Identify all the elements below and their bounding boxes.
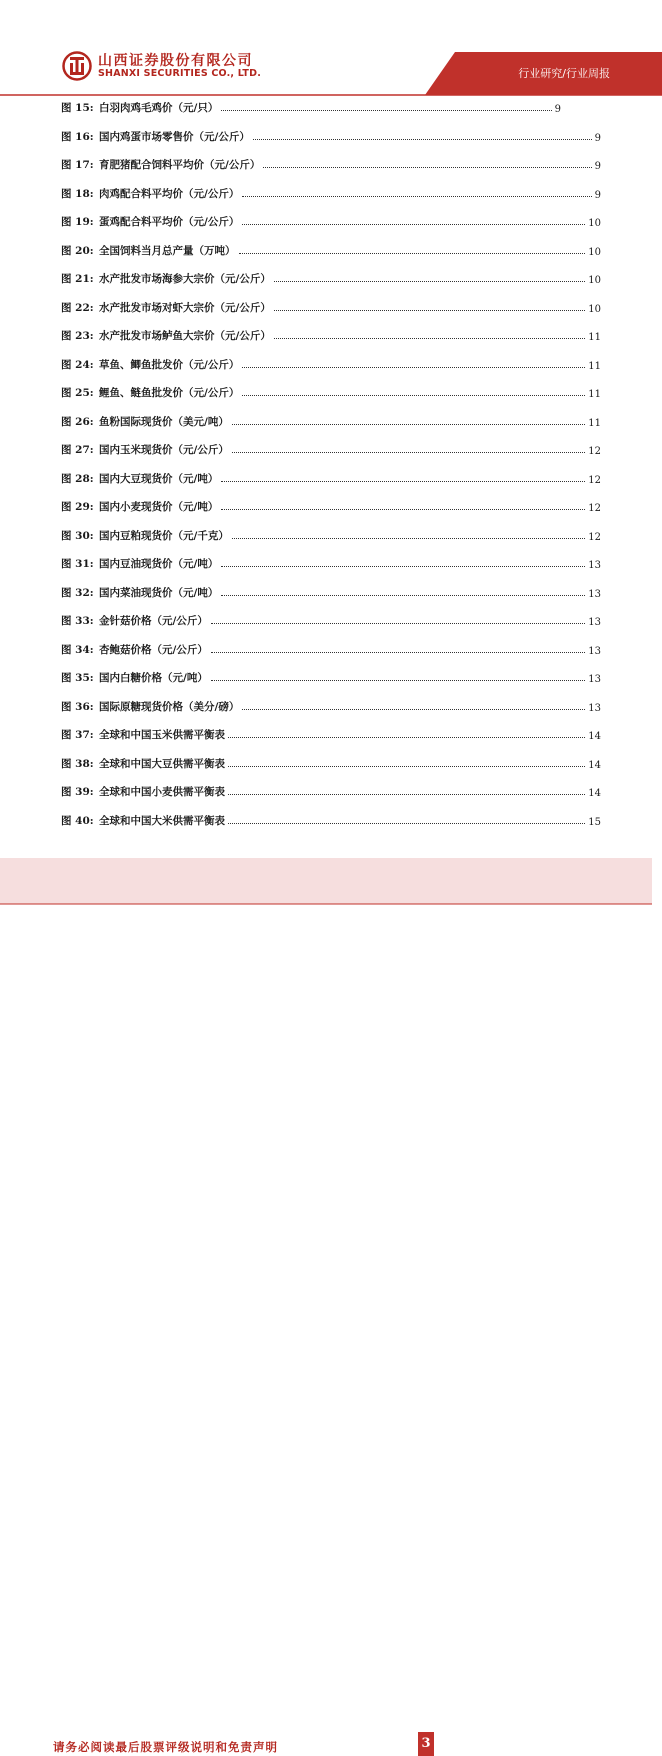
report-category: 行业研究/行业周报	[518, 67, 610, 80]
toc-leader-dots	[221, 109, 551, 111]
toc-figure-title: 全国饲料当月总产量（万吨）	[99, 244, 236, 257]
toc-figure-number: 图 24:	[61, 358, 94, 371]
toc-figure-number: 图 31:	[61, 558, 94, 570]
toc-leader-dots	[274, 337, 585, 339]
toc-figure-number: 图 28:	[61, 472, 94, 485]
toc-leader-dots	[211, 651, 585, 653]
toc-leader-dots	[239, 252, 586, 254]
toc-entry[interactable]	[61, 612, 601, 628]
company-name-cn: 山西证券股份有限公司	[98, 53, 253, 69]
toc-figure-number: 图 19:	[61, 216, 94, 228]
toc-entry[interactable]	[61, 812, 601, 828]
toc-figure-title: 国内白糖价格（元/吨）	[99, 672, 208, 684]
toc-leader-dots	[274, 280, 585, 282]
toc-entry[interactable]	[61, 498, 601, 514]
toc-entry[interactable]	[61, 584, 601, 600]
toc-leader-dots	[211, 679, 585, 681]
toc-figure-title: 鱼粉国际现货价（美元/吨）	[99, 415, 229, 428]
toc-entry[interactable]	[61, 213, 601, 229]
toc-figure-title: 白羽肉鸡毛鸡价（元/只）	[99, 102, 219, 114]
toc-page-number: 12	[588, 531, 601, 543]
toc-page-number: 13	[588, 674, 601, 685]
toc-leader-dots	[263, 166, 591, 168]
toc-entry[interactable]	[61, 242, 601, 258]
toc-entry[interactable]	[61, 99, 561, 115]
toc-leader-dots	[242, 223, 585, 225]
toc-entry[interactable]	[61, 441, 601, 457]
disclaimer-note: 请务必阅读最后股票评级说明和免责声明	[53, 1740, 278, 1754]
toc-figure-number: 图 27:	[61, 444, 94, 456]
toc-page-number: 9	[554, 104, 561, 115]
toc-page-number: 14	[588, 759, 601, 771]
toc-page-number: 10	[588, 218, 601, 229]
toc-figure-title: 国内豆粕现货价（元/千克）	[99, 529, 229, 542]
toc-figure-title: 草鱼、鲫鱼批发价（元/公斤）	[99, 358, 240, 371]
toc-entry[interactable]	[61, 384, 601, 400]
toc-figure-title: 国际原糖现货价格（美分/磅）	[99, 700, 240, 713]
toc-leader-dots	[221, 594, 585, 596]
toc-page-number: 9	[594, 189, 601, 201]
toc-figure-title: 水产批发市场对虾大宗价（元/公斤）	[99, 301, 271, 314]
toc-figure-title: 全球和中国小麦供需平衡表	[99, 786, 225, 798]
toc-figure-title: 全球和中国大豆供需平衡表	[99, 757, 225, 770]
toc-entry[interactable]	[61, 641, 601, 657]
toc-page-number: 12	[588, 474, 601, 486]
toc-page-number: 10	[588, 275, 601, 286]
toc-figure-title: 金针菇价格（元/公斤）	[99, 615, 208, 627]
toc-page-number: 10	[588, 246, 601, 258]
toc-leader-dots	[253, 138, 592, 140]
toc-figure-number: 图 25:	[61, 387, 94, 399]
toc-page-number: 9	[594, 132, 601, 144]
toc-entry[interactable]	[61, 270, 601, 286]
toc-entry[interactable]	[61, 356, 601, 372]
toc-figure-number: 图 26:	[61, 415, 94, 428]
toc-page-number: 11	[588, 417, 601, 429]
toc-figure-number: 图 18:	[61, 187, 94, 200]
toc-leader-dots	[232, 423, 585, 425]
toc-figure-title: 国内鸡蛋市场零售价（元/公斤）	[99, 130, 250, 143]
toc-figure-title: 国内大豆现货价（元/吨）	[99, 472, 219, 485]
toc-figure-number: 图 35:	[61, 672, 94, 684]
toc-figure-title: 国内小麦现货价（元/吨）	[99, 501, 219, 513]
toc-figure-title: 国内菜油现货价（元/吨）	[99, 586, 219, 599]
toc-page-number: 12	[588, 446, 601, 457]
toc-figure-title: 杏鲍菇价格（元/公斤）	[99, 643, 208, 656]
toc-figure-number: 图 33:	[61, 615, 94, 627]
toc-figure-title: 鲤鱼、鲢鱼批发价（元/公斤）	[99, 387, 240, 399]
toc-leader-dots	[242, 708, 585, 710]
toc-figure-number: 图 21:	[61, 273, 94, 285]
toc-figure-title: 国内玉米现货价（元/公斤）	[99, 444, 229, 456]
toc-page-number: 11	[588, 389, 601, 400]
toc-entry[interactable]	[61, 755, 601, 771]
toc-figure-title: 水产批发市场海参大宗价（元/公斤）	[99, 273, 271, 285]
toc-leader-dots	[211, 622, 585, 624]
toc-entry[interactable]	[61, 783, 601, 799]
toc-figure-number: 图 40:	[61, 814, 94, 827]
toc-page-number: 10	[588, 303, 601, 315]
toc-page-number: 11	[588, 332, 601, 343]
toc-entry[interactable]	[61, 128, 601, 144]
footer-banner	[0, 858, 662, 918]
toc-leader-dots	[228, 765, 585, 767]
toc-page-number: 13	[588, 588, 601, 600]
toc-page-number: 15	[588, 816, 601, 828]
toc-figure-title: 育肥猪配合饲料平均价（元/公斤）	[99, 159, 261, 171]
toc-figure-title: 国内豆油现货价（元/吨）	[99, 558, 219, 570]
toc-entry[interactable]	[61, 156, 601, 172]
toc-figure-number: 图 36:	[61, 700, 94, 713]
toc-entry[interactable]	[61, 698, 601, 714]
toc-entry[interactable]	[61, 327, 601, 343]
toc-leader-dots	[242, 394, 585, 396]
toc-figure-number: 图 38:	[61, 757, 94, 770]
toc-page-number: 11	[588, 360, 601, 372]
toc-figure-number: 图 30:	[61, 529, 94, 542]
toc-figure-title: 肉鸡配合料平均价（元/公斤）	[99, 187, 240, 200]
toc-entry[interactable]	[61, 726, 601, 742]
toc-figure-number: 图 39:	[61, 786, 94, 798]
toc-page-number: 14	[588, 788, 601, 799]
toc-entry[interactable]	[61, 470, 601, 486]
toc-page-number: 13	[588, 702, 601, 714]
toc-leader-dots	[228, 822, 585, 824]
toc-figure-title: 全球和中国玉米供需平衡表	[99, 729, 225, 741]
toc-leader-dots	[242, 195, 591, 197]
toc-page-number: 14	[588, 731, 601, 742]
toc-page-number: 13	[588, 560, 601, 571]
toc-entry[interactable]	[61, 413, 601, 429]
toc-leader-dots	[274, 309, 585, 311]
company-logo-icon	[62, 51, 92, 81]
toc-figure-number: 图 15:	[61, 102, 94, 114]
toc-leader-dots	[228, 793, 585, 795]
toc-figure-number: 图 17:	[61, 159, 94, 171]
page-header	[0, 0, 662, 96]
toc-leader-dots	[242, 366, 585, 368]
toc-figure-title: 全球和中国大米供需平衡表	[99, 814, 225, 827]
toc-entry[interactable]	[61, 299, 601, 315]
toc-figure-title: 水产批发市场鲈鱼大宗价（元/公斤）	[99, 330, 271, 342]
toc-figure-number: 图 20:	[61, 244, 94, 257]
page-footer	[0, 858, 662, 1754]
toc-leader-dots	[221, 508, 585, 510]
toc-figure-number: 图 16:	[61, 130, 94, 143]
toc-leader-dots	[232, 537, 585, 539]
toc-page-number: 12	[588, 503, 601, 514]
toc-entry[interactable]	[61, 527, 601, 543]
toc-entry[interactable]	[61, 555, 601, 571]
toc-figure-number: 图 37:	[61, 729, 94, 741]
toc-figure-number: 图 23:	[61, 330, 94, 342]
toc-page-number: 9	[594, 161, 601, 172]
toc-figure-title: 蛋鸡配合料平均价（元/公斤）	[99, 216, 240, 228]
toc-figure-number: 图 22:	[61, 301, 94, 314]
toc-leader-dots	[221, 480, 585, 482]
toc-leader-dots	[221, 565, 585, 567]
toc-leader-dots	[232, 451, 585, 453]
toc-page-number: 13	[588, 617, 601, 628]
toc-entry[interactable]	[61, 185, 601, 201]
toc-figure-number: 图 29:	[61, 501, 94, 513]
page-number: 3	[418, 1732, 434, 1756]
toc-entry[interactable]	[61, 669, 601, 685]
toc-figure-number: 图 34:	[61, 643, 94, 656]
toc-leader-dots	[228, 736, 585, 738]
toc-page-number: 13	[588, 645, 601, 657]
company-name-en: SHANXI SECURITIES CO., LTD.	[98, 68, 262, 79]
toc-figure-number: 图 32:	[61, 586, 94, 599]
